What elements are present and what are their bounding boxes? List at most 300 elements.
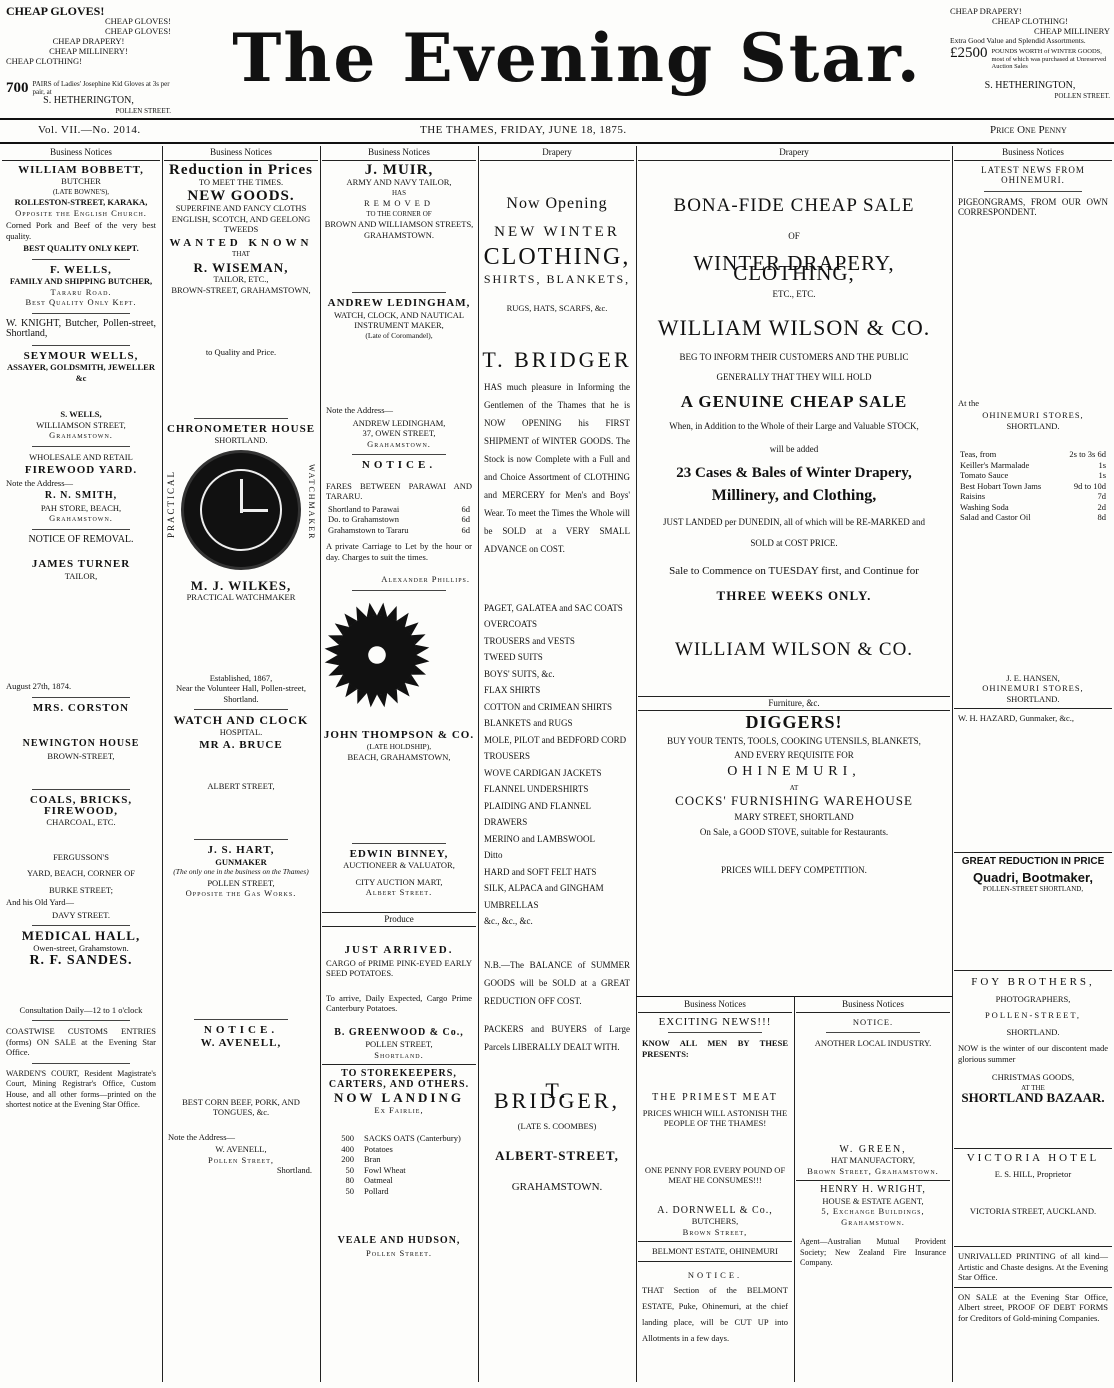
ad-text: TAILOR, bbox=[64, 570, 98, 581]
ad-text: POLLEN-STREET SHORTLAND, bbox=[982, 884, 1084, 893]
ad-text: When, in Addition to the Whole of their Large and Valuable STOCK, bbox=[669, 421, 919, 431]
landing-row bbox=[330, 1175, 468, 1186]
rule bbox=[954, 1246, 1112, 1247]
ad-line: CHEAP CLOTHING! bbox=[6, 56, 82, 66]
fare-row bbox=[328, 514, 470, 525]
ad-heading: NOTICE. bbox=[852, 1016, 894, 1027]
ad-text: COASTWISE CUSTOMS ENTRIES (forms) ON SALE at the Evening Star Office. bbox=[6, 1026, 156, 1057]
ad-text: Grahamstown. bbox=[49, 430, 113, 440]
ad-heading: T. BRIDGER, bbox=[493, 1077, 621, 1113]
ad-text: To arrive, Daily Expected, Cargo Prime Canterbury Potatoes. bbox=[326, 992, 472, 1013]
ad-heading: BONA-FIDE CHEAP SALE bbox=[673, 194, 915, 216]
saw-tooth bbox=[377, 693, 387, 707]
rule bbox=[32, 446, 130, 447]
landing-item: Oatmeal bbox=[364, 1175, 393, 1185]
ad-heading: GREAT REDUCTION IN PRICE bbox=[961, 855, 1105, 867]
ad-heading: M. J. WILKES, bbox=[190, 577, 292, 593]
rule bbox=[826, 1032, 920, 1033]
ad-line: CHEAP DRAPERY! bbox=[950, 6, 1022, 16]
ad-heading: CLOTHING, bbox=[483, 243, 631, 270]
ad-text: OF bbox=[788, 231, 800, 241]
goods-item: TWEED SUITS bbox=[484, 652, 543, 662]
ad-text: RUGS, HATS, SCARFS, &c. bbox=[506, 302, 608, 313]
rule bbox=[796, 1180, 950, 1181]
ad-text: BEACH, GRAHAMSTOWN, bbox=[347, 752, 451, 762]
ad-text: FERGUSSON'S bbox=[53, 851, 109, 862]
goods-item: &c., &c., &c. bbox=[484, 916, 533, 926]
ad-text: Ex Fairlie, bbox=[374, 1104, 424, 1115]
goods-item: PLAIDING AND FLANNEL DRAWERS bbox=[484, 800, 591, 827]
landing-item: SACKS OATS (Canterbury) bbox=[364, 1133, 461, 1143]
ad-text: 37, OWEN STREET, bbox=[362, 428, 436, 438]
ad-text: (The only one in the business on the Thames) bbox=[173, 867, 309, 876]
right-address: POLLEN STREET. bbox=[1054, 91, 1110, 100]
saw-tooth bbox=[367, 602, 377, 616]
rule bbox=[0, 142, 1114, 144]
landing-row bbox=[330, 1154, 468, 1165]
price-row bbox=[960, 449, 1106, 460]
dateline bbox=[0, 121, 1114, 141]
ad-text: POLLEN-STREET, bbox=[984, 1010, 1082, 1020]
column-6 bbox=[954, 146, 1112, 1382]
landing-qty: 500 bbox=[341, 1133, 354, 1143]
ad-text: ENGLISH, SCOTCH, AND GEELONG TWEEDS bbox=[171, 213, 311, 234]
landing-item: Potatoes bbox=[364, 1143, 393, 1154]
left-signature: S. HETHERINGTON, bbox=[43, 95, 134, 106]
landing-qty: 80 bbox=[345, 1175, 354, 1185]
ad-heading: B. GREENWOOD & Co., bbox=[334, 1026, 464, 1038]
landing-row bbox=[330, 1165, 468, 1176]
ad-text: J. E. HANSEN, bbox=[1006, 672, 1060, 683]
ad-heading: WILLIAM BOBBETT, bbox=[18, 163, 144, 176]
ad-text: SUPERFINE AND FANCY CLOTHS bbox=[175, 203, 307, 213]
landing-row bbox=[330, 1144, 468, 1155]
vertical-label: PRACTICAL bbox=[166, 469, 176, 538]
ad-text: THAT bbox=[232, 250, 250, 258]
ad-text: CITY AUCTION MART, bbox=[355, 876, 443, 887]
price-row-value: 2s to 3s 6d bbox=[1069, 449, 1106, 459]
fare-row-value: 6d bbox=[461, 514, 470, 524]
ad-text: Near the Volunteer Hall, Pollen-street, Shortland. bbox=[176, 683, 306, 704]
ad-heading: J. S. HART, bbox=[207, 844, 275, 856]
ad-text: BURKE STREET; bbox=[49, 884, 113, 895]
ad-heading: 23 Cases & Bales of Winter Drapery, bbox=[676, 465, 912, 481]
ad-text: Opposite the Gas Works. bbox=[185, 888, 297, 898]
column-rule bbox=[794, 996, 795, 1382]
column-2 bbox=[164, 146, 318, 1382]
newspaper-title: The Evening Star. bbox=[232, 19, 922, 97]
rule bbox=[32, 529, 130, 530]
ad-text: MARY STREET, SHORTLAND bbox=[734, 812, 854, 822]
ad-text: WATCH, CLOCK, AND NAUTICAL INSTRUMENT MAKER, bbox=[333, 309, 465, 330]
column-rule bbox=[952, 146, 953, 1382]
ad-heading: Millinery, and Clothing, bbox=[711, 486, 877, 504]
ad-text: PIGEONGRAMS, FROM OUR OWN CORRESPONDENT. bbox=[958, 196, 1108, 217]
ad-text: DAVY STREET. bbox=[52, 909, 110, 920]
saw-tooth bbox=[377, 602, 387, 616]
ad-text: BUY YOUR TENTS, TOOLS, COOKING UTENSILS, BLANKETS, bbox=[667, 735, 921, 746]
column-3 bbox=[322, 146, 476, 1382]
ad-heading: F. WELLS, bbox=[50, 263, 112, 276]
section-header: Business Notices bbox=[322, 146, 476, 161]
landing-row bbox=[330, 1186, 468, 1197]
price-row-value: 2d bbox=[1097, 501, 1106, 512]
ad-heading: WATCH AND CLOCK bbox=[173, 713, 309, 727]
ad-text: W. H. HAZARD, Gunmaker, &c., bbox=[958, 713, 1074, 723]
ad-text: will be added bbox=[769, 443, 819, 454]
ad-text: BROWN-STREET, GRAHAMSTOWN, bbox=[171, 284, 311, 295]
column-rule bbox=[636, 146, 637, 1382]
clock-hand bbox=[240, 509, 268, 512]
ad-heading: NEW WINTER bbox=[494, 224, 620, 240]
fare-row bbox=[328, 504, 470, 515]
saw-tooth bbox=[367, 693, 377, 707]
price-list bbox=[954, 449, 1112, 523]
ad-text: Alexander Phillips. bbox=[381, 574, 470, 584]
rule bbox=[352, 292, 446, 293]
ad-text: CHRISTMAS GOODS, bbox=[991, 1072, 1075, 1082]
ad-heading: JUST ARRIVED. bbox=[344, 944, 454, 956]
ad-text: (Late of Coromandel), bbox=[365, 330, 433, 340]
ad-text: ONE PENNY FOR EVERY POUND OF MEAT HE CONSUMES!!! bbox=[644, 1164, 786, 1185]
landing-qty: 50 bbox=[345, 1164, 354, 1175]
column-rule bbox=[162, 146, 163, 1382]
ad-line: CHEAP GLOVES! bbox=[104, 16, 171, 26]
ad-text: CHARCOAL, ETC. bbox=[46, 817, 116, 827]
ad-heading: T. BRIDGER bbox=[482, 347, 632, 372]
ad-text: GENERALLY THAT THEY WILL HOLD bbox=[716, 372, 872, 382]
ad-text: ASSAYER, GOLDSMITH, JEWELLER &c bbox=[6, 362, 155, 383]
ad-text: Owen-street, Grahamstown. bbox=[33, 942, 129, 953]
ad-heading: Quadri, Bootmaker, bbox=[973, 870, 1093, 885]
goods-item: BOYS' SUITS, &c. bbox=[484, 668, 555, 679]
ad-text: Pollen Street. bbox=[365, 1247, 433, 1258]
ad-text: Note the Address— bbox=[6, 477, 74, 488]
landing-item: Pollard bbox=[364, 1185, 389, 1196]
rule bbox=[984, 191, 1082, 192]
ad-line: CHEAP DRAPERY! bbox=[52, 36, 125, 46]
price-row bbox=[960, 481, 1106, 492]
ad-text: AT bbox=[789, 784, 799, 792]
ad-text: WARDEN'S COURT, Resident Magistrate's Court, Mining Registrar's Office, Custom House, and all other forms—printed on the shortest notice at the Evening Star Office. bbox=[6, 1068, 156, 1109]
ad-heading: R. F. SANDES. bbox=[29, 953, 133, 968]
goods-item: COTTON and CRIMEAN SHIRTS bbox=[484, 701, 613, 712]
goods-item: OVERCOATS bbox=[484, 619, 538, 629]
landing-item: Bran bbox=[364, 1154, 381, 1164]
ad-heading: WINTER DRAPERY, CLOTHING, bbox=[693, 250, 895, 285]
ad-heading: JAMES TURNER bbox=[31, 558, 131, 570]
price-row bbox=[960, 460, 1106, 471]
price-row-label: Best Hobart Town Jams bbox=[960, 480, 1042, 491]
ad-text: Pollen Street, bbox=[207, 1154, 275, 1165]
ad-heading: TO STOREKEEPERS, CARTERS, AND OTHERS. bbox=[328, 1068, 470, 1090]
goods-item: MERINO and LAMBSWOOL bbox=[484, 833, 595, 844]
column-rule bbox=[478, 146, 479, 1382]
section-header: Business Notices bbox=[638, 998, 792, 1013]
ad-heading: FIREWOOD YARD. bbox=[24, 464, 138, 476]
landing-table bbox=[322, 1133, 476, 1196]
ad-text: HAS bbox=[391, 188, 406, 197]
ad-text: PRICES WILL DEFY COMPETITION. bbox=[721, 865, 867, 875]
goods-item: TROUSERS and VESTS bbox=[484, 635, 575, 646]
gloves-note: PAIRS of Ladies' Josephine Kid Gloves at 3s per pair, at bbox=[32, 80, 170, 96]
ad-text: ON SALE at the Evening Star Office, Albert street, PROOF OF DEBT FORMS for Creditors of Gold-mining Companies. bbox=[958, 1291, 1108, 1323]
price-row bbox=[960, 491, 1106, 502]
ad-text: SOLD at COST PRICE. bbox=[750, 537, 838, 548]
ad-text: 5, Exchange Buildings, bbox=[821, 1206, 925, 1216]
ad-text: GRAHAMSTOWN. bbox=[364, 229, 434, 240]
ad-line: CHEAP GLOVES! bbox=[6, 4, 105, 18]
clock-illustration bbox=[164, 450, 318, 578]
ad-line: CHEAP MILLINERY! bbox=[49, 46, 128, 56]
ad-text: FAMILY AND SHIPPING BUTCHER, bbox=[9, 276, 153, 286]
ad-text: Shortland. bbox=[374, 1049, 424, 1060]
ad-heading: A. DORNWELL & Co., bbox=[657, 1204, 773, 1216]
ad-heading: NOTICE. bbox=[687, 1269, 743, 1280]
ad-heading: DIGGERS! bbox=[745, 712, 843, 732]
saw-blade-icon bbox=[322, 600, 432, 710]
goods-list bbox=[480, 600, 634, 930]
saw-tooth bbox=[415, 655, 429, 665]
ad-heading: A GENUINE CHEAP SALE bbox=[680, 391, 908, 411]
price-row-label: Washing Soda bbox=[960, 501, 1009, 512]
rule bbox=[954, 1287, 1112, 1288]
ad-heading: HENRY H. WRIGHT, bbox=[820, 1184, 926, 1195]
ad-heading: EDWIN BINNEY, bbox=[349, 847, 449, 860]
rule bbox=[638, 1261, 792, 1262]
section-header: Business Notices bbox=[954, 146, 1112, 161]
ad-heading: NOTICE. bbox=[361, 459, 437, 471]
price: Price One Penny bbox=[990, 124, 1067, 136]
goods-item: Ditto bbox=[484, 850, 503, 860]
ad-heading: ANDREW LEDINGHAM, bbox=[327, 297, 471, 309]
fare-row-label: Grahamstown to Tararu bbox=[328, 524, 409, 535]
ad-heading: WILLIAM WILSON & CO. bbox=[657, 315, 931, 340]
rule bbox=[954, 970, 1112, 971]
ad-text: SHORTLAND. bbox=[1006, 693, 1060, 704]
column-1 bbox=[2, 146, 160, 1382]
ad-text: to Quality and Price. bbox=[205, 347, 277, 357]
ad-text: Brown Street, Grahamstown. bbox=[807, 1165, 939, 1176]
goods-item: PAGET, GALATEA and SAC COATS bbox=[484, 602, 623, 613]
price-row-value: 1s bbox=[1098, 459, 1106, 470]
vertical-label: WATCHMAKER bbox=[307, 463, 316, 540]
rule bbox=[194, 709, 288, 710]
clock-icon bbox=[181, 450, 301, 570]
ad-text: BUTCHER bbox=[61, 176, 101, 186]
ad-text: PRACTICAL WATCHMAKER bbox=[186, 592, 296, 602]
volume-number: Vol. VII.—No. 2014. bbox=[38, 124, 141, 136]
ad-line: CHEAP CLOTHING! bbox=[992, 16, 1068, 26]
landing-item: Fowl Wheat bbox=[364, 1164, 406, 1175]
column-rule bbox=[320, 146, 321, 1382]
goods-item: HARD and SOFT FELT HATS bbox=[484, 866, 597, 877]
ad-heading: THE PRIMEST MEAT bbox=[652, 1092, 778, 1103]
ad-text: VICTORIA STREET, AUCKLAND. bbox=[969, 1205, 1097, 1216]
ad-text: WILLIAMSON STREET, bbox=[36, 419, 126, 430]
ad-text: A private Carriage to Let by the hour or day. Charges to suit the times. bbox=[326, 541, 472, 562]
ad-heading: WILLIAM WILSON & CO. bbox=[674, 639, 914, 660]
ad-text: YARD, BEACH, CORNER OF bbox=[27, 868, 135, 878]
ad-text: (LATE BOWNE'S), bbox=[52, 187, 110, 196]
ad-heading: Reduction in Prices bbox=[169, 161, 313, 178]
ad-heading: R. WISEMAN, bbox=[193, 259, 289, 275]
price-row-value: 9d to 10d bbox=[1073, 480, 1106, 491]
ad-line: CHEAP MILLINERY bbox=[1034, 26, 1110, 36]
rule bbox=[638, 1241, 792, 1242]
ad-text: Best Quality Only Kept. bbox=[25, 297, 137, 307]
ad-text: And his Old Yard— bbox=[6, 897, 75, 907]
ad-text: SHORTLAND. bbox=[1006, 1026, 1060, 1037]
ad-text: ANDREW LEDINGHAM, bbox=[352, 417, 446, 428]
ad-heading: FOY BROTHERS, bbox=[971, 976, 1095, 988]
saw-tooth bbox=[325, 644, 339, 654]
ad-heading: JOHN THOMPSON & CO. bbox=[323, 729, 475, 741]
clock-hand bbox=[240, 479, 243, 513]
ad-text: Note the Address— bbox=[326, 405, 394, 415]
ad-text: PRICES WHICH WILL ASTONISH THE PEOPLE OF THE THAMES! bbox=[642, 1107, 788, 1128]
ad-text: Opposite the English Church. bbox=[15, 207, 147, 218]
ad-text: AT THE bbox=[1021, 1083, 1045, 1092]
ad-heading: NOW LANDING bbox=[334, 1090, 464, 1105]
section-header: Business Notices bbox=[2, 146, 160, 161]
price-row-label: Teas, from bbox=[960, 449, 997, 459]
goods-item: FLAX SHIRTS bbox=[484, 685, 541, 695]
ad-text: THAT Section of the BELMONT ESTATE, Puke, Ohinemuri, at the chief landing place, will be CUT UP into Allotments in a few days. bbox=[642, 1285, 788, 1343]
ad-heading: NEW GOODS. bbox=[187, 187, 295, 204]
fare-row-label: Do. to Grahamstown bbox=[328, 514, 400, 524]
ad-heading: LATEST NEWS FROM OHINEMURI. bbox=[981, 164, 1085, 185]
masthead bbox=[0, 0, 1114, 118]
ad-heading: W. GREEN, bbox=[839, 1143, 907, 1155]
rule bbox=[32, 697, 130, 698]
ad-text: ETC., ETC. bbox=[772, 288, 816, 299]
rule bbox=[0, 118, 1114, 120]
section-header: Produce bbox=[322, 912, 476, 928]
ad-text: PAH STORE, BEACH, bbox=[40, 502, 122, 513]
ad-heading: VICTORIA HOTEL bbox=[966, 1151, 1100, 1164]
rule bbox=[194, 418, 288, 419]
ad-text: Corned Pork and Beef of the very best quality. bbox=[6, 220, 156, 241]
ad-text: W. KNIGHT, Butcher, Pollen-street, Shortland, bbox=[6, 317, 156, 339]
amount-note: POUNDS WORTH of WINTER GOODS, most of which was purchased at Unreserved Auction Sales bbox=[991, 48, 1107, 70]
goods-item: MOLE, PILOT and BEDFORD CORD TROUSERS bbox=[484, 734, 627, 761]
ad-text: Grahamstown. bbox=[367, 438, 431, 449]
amount: £2500 bbox=[950, 45, 988, 61]
ad-text: BEST QUALITY ONLY KEPT. bbox=[23, 243, 139, 253]
ad-text: FARES BETWEEN PARAWAI AND TARARU. bbox=[326, 480, 472, 501]
ad-text: TO THE CORNER OF bbox=[366, 209, 432, 218]
ad-heading: J. MUIR, bbox=[364, 161, 434, 178]
ad-text: UNRIVALLED PRINTING of all kind—Artistic and Chaste designs. At the Evening Star Office. bbox=[958, 1251, 1108, 1282]
ad-text: TAILOR, ETC., bbox=[213, 274, 269, 284]
rule bbox=[322, 1064, 476, 1065]
price-row bbox=[960, 502, 1106, 513]
price-row-label: Raisins bbox=[960, 491, 986, 501]
ad-text: SHORTLAND. bbox=[1006, 420, 1060, 431]
price-row-value: 1s bbox=[1098, 470, 1106, 480]
ad-text: Grahamstown. bbox=[49, 513, 113, 523]
ad-text: POLLEN STREET, bbox=[365, 1039, 433, 1049]
rule bbox=[32, 259, 130, 260]
ad-text: CARGO of PRIME PINK-EYED EARLY SEED POTATOES. bbox=[326, 957, 472, 978]
ad-text: Shortland. bbox=[276, 1165, 312, 1175]
ad-text: NOW is the winter of our discontent made glorious summer bbox=[958, 1043, 1108, 1064]
ad-text: POLLEN STREET, bbox=[207, 877, 275, 888]
section-header: Business Notices bbox=[164, 146, 318, 161]
saw-tooth bbox=[325, 655, 339, 665]
ad-text: N.B.—The BALANCE of SUMMER GOODS will be SOLD at a GREAT REDUCTION OFF COST. bbox=[484, 959, 630, 1006]
ad-text: ANOTHER LOCAL INDUSTRY. bbox=[814, 1038, 932, 1048]
ad-text: HAS much pleasure in Informing the Gentlemen of the Thames that he is NOW OPENING his FIRST SHIPMENT of WINTER GOODS. The Stock is now Complete with a Full and and Choice Assortment of CLOTHING and MERCERY for Men's and Boys' Wear. To meet the Times the Whole will be SOLD at a VERY SMALL ADVANCE on COST. bbox=[484, 381, 630, 554]
ad-text: Sale to Commence on TUESDAY first, and Continue for bbox=[669, 565, 919, 577]
ad-text: WHOLESALE AND RETAIL bbox=[29, 451, 133, 462]
ad-line: Extra Good Value and Splendid Assortments. bbox=[950, 36, 1086, 45]
ad-text: HOUSE & ESTATE AGENT, bbox=[822, 1195, 924, 1206]
ad-heading: EXCITING NEWS!!! bbox=[658, 1015, 772, 1028]
masthead-left-ad bbox=[6, 6, 171, 116]
ad-heading: W. AVENELL, bbox=[200, 1037, 282, 1049]
ad-heading: SHIRTS, BLANKETS, bbox=[483, 272, 631, 286]
rule bbox=[352, 843, 446, 844]
left-address: POLLEN STREET. bbox=[115, 107, 171, 115]
ad-text: TO MEET THE TIMES. bbox=[198, 177, 284, 187]
rule bbox=[954, 708, 1112, 709]
section-header: Drapery bbox=[638, 146, 950, 161]
fare-row bbox=[328, 525, 470, 536]
rule bbox=[954, 852, 1112, 853]
landing-qty: 50 bbox=[345, 1185, 354, 1196]
rule bbox=[352, 590, 446, 591]
ad-text: (LATE S. COOMBES) bbox=[517, 1120, 597, 1131]
ad-text: Tararu Road. bbox=[50, 286, 112, 297]
ad-text: KNOW ALL MEN BY THESE PRESENTS: bbox=[642, 1038, 788, 1059]
ad-text: Grahamstown. bbox=[841, 1216, 905, 1227]
landing-row bbox=[330, 1133, 468, 1144]
rule bbox=[32, 789, 130, 790]
right-signature: S. HETHERINGTON, bbox=[984, 79, 1076, 91]
goods-item: FLANNEL UNDERSHIRTS bbox=[484, 784, 589, 794]
rule bbox=[32, 313, 130, 314]
rule bbox=[32, 1020, 130, 1021]
ad-text: Brown Street, bbox=[682, 1226, 748, 1237]
saw-tooth bbox=[415, 644, 429, 654]
column-4 bbox=[480, 146, 634, 1382]
goods-item: BLANKETS and RUGS bbox=[484, 718, 573, 728]
ad-text: Established, 1867, bbox=[209, 672, 273, 683]
ad-text: ARMY AND NAVY TAILOR, bbox=[346, 177, 452, 187]
ad-text: AND EVERY REQUISITE FOR bbox=[734, 750, 854, 760]
ad-line: CHEAP GLOVES! bbox=[104, 26, 171, 36]
ad-text: Note the Address— bbox=[168, 1131, 236, 1142]
ad-text: HAT MANUFACTORY, bbox=[831, 1155, 915, 1165]
ad-heading: THREE WEEKS ONLY. bbox=[716, 587, 872, 603]
ad-heading: OHINEMURI STORES, bbox=[982, 410, 1084, 420]
ad-text: BEG TO INFORM THEIR CUSTOMERS AND THE PUBLIC bbox=[679, 351, 909, 362]
ad-text: Albert Street. bbox=[365, 887, 433, 897]
ad-heading: Now Opening bbox=[506, 194, 608, 212]
goods-item: SILK, ALPACA and GINGHAM UMBRELLAS bbox=[484, 883, 604, 910]
ad-heading: MRS. CORSTON bbox=[32, 701, 130, 714]
ad-heading: SEYMOUR WELLS, bbox=[23, 349, 139, 362]
rule bbox=[352, 454, 446, 455]
masthead-right-ad bbox=[950, 6, 1110, 101]
ad-text: AUCTIONEER & VALUATOR, bbox=[343, 860, 455, 870]
column-5a bbox=[638, 998, 792, 1382]
ad-heading: R. N. SMITH, bbox=[44, 490, 118, 501]
section-header: Business Notices bbox=[796, 998, 950, 1013]
goods-item: WOVE CARDIGAN JACKETS bbox=[484, 767, 602, 778]
